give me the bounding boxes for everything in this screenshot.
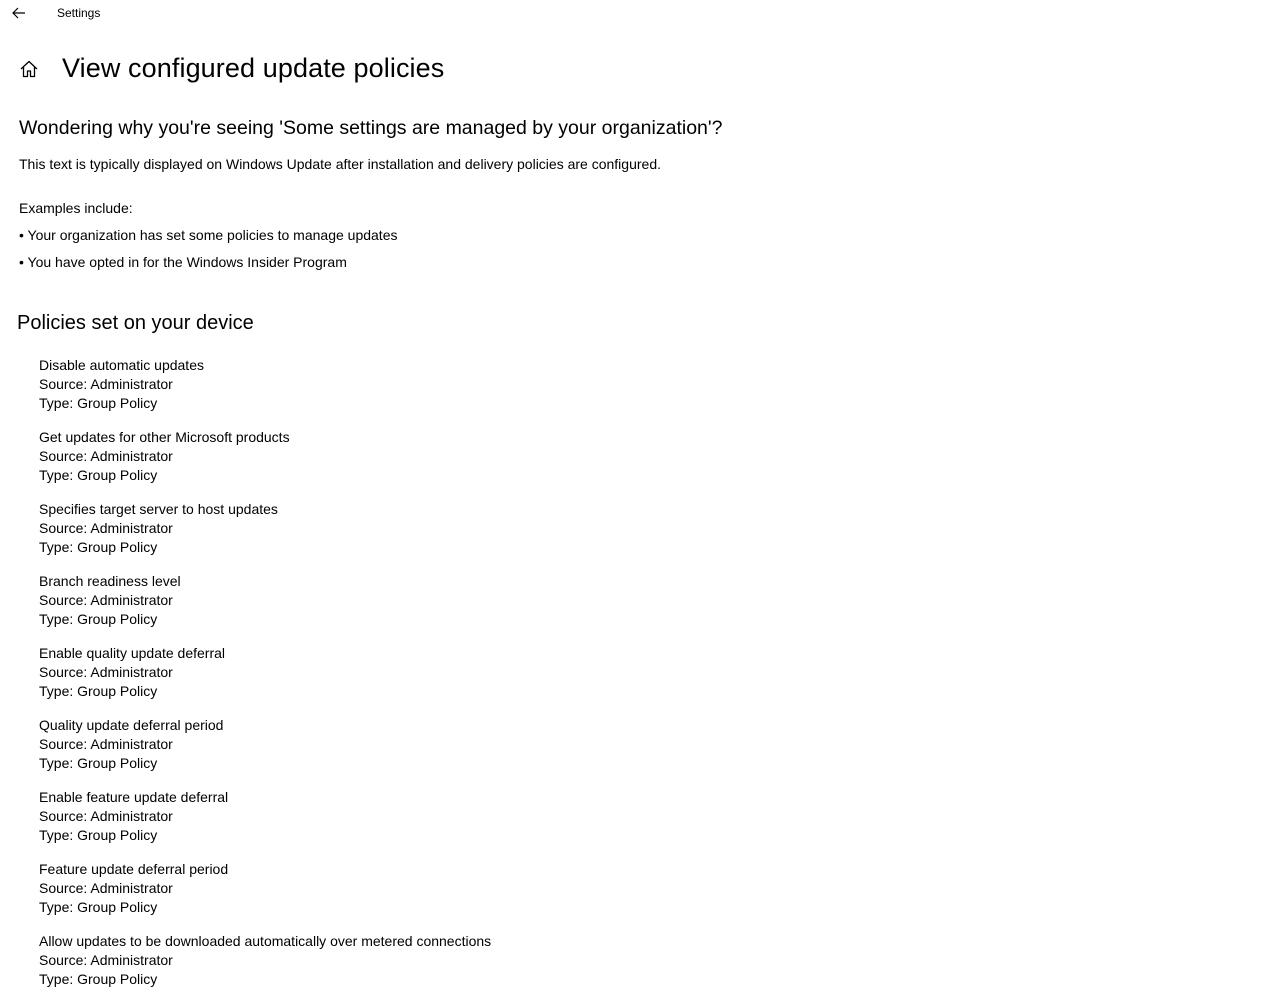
- policy-type: Type: Group Policy: [39, 899, 158, 915]
- home-button[interactable]: [17, 57, 41, 81]
- policy-source: Source: Administrator: [39, 664, 173, 680]
- back-arrow-icon: [12, 7, 26, 19]
- policy-item: [39, 428, 491, 500]
- policies-list: [39, 356, 491, 1004]
- back-button[interactable]: [8, 3, 30, 23]
- policy-source: Source: Administrator: [39, 592, 173, 608]
- title-bar: [0, 0, 1280, 26]
- policy-type: Type: Group Policy: [39, 827, 158, 843]
- policy-type: Type: Group Policy: [39, 395, 158, 411]
- policy-item: [39, 500, 491, 572]
- policy-item: [39, 644, 491, 716]
- policy-item: [39, 716, 491, 788]
- policies-section-title: Policies set on your device: [17, 312, 254, 334]
- policy-source: Source: Administrator: [39, 376, 173, 392]
- examples-label: Examples include:: [19, 200, 133, 216]
- policy-item: [39, 932, 491, 1004]
- policy-name: Specifies target server to host updates: [39, 501, 278, 517]
- policy-type: Type: Group Policy: [39, 971, 158, 987]
- policy-type: Type: Group Policy: [39, 539, 158, 555]
- example-item: • Your organization has set some policies to manage updates: [19, 227, 398, 243]
- policy-name: Feature update deferral period: [39, 861, 229, 877]
- policy-item: [39, 860, 491, 932]
- policy-item: [39, 356, 491, 428]
- policy-type: Type: Group Policy: [39, 683, 158, 699]
- policy-item: [39, 788, 491, 860]
- page-title: View configured update policies: [62, 53, 445, 83]
- policy-name: Branch readiness level: [39, 573, 181, 589]
- policy-source: Source: Administrator: [39, 520, 173, 536]
- policy-item: [39, 572, 491, 644]
- policy-name: Allow updates to be downloaded automatically over metered connections: [39, 933, 492, 949]
- policy-name: Quality update deferral period: [39, 717, 224, 733]
- app-title: Settings: [57, 6, 101, 20]
- policy-name: Get updates for other Microsoft products: [39, 429, 290, 445]
- policy-source: Source: Administrator: [39, 808, 173, 824]
- policy-source: Source: Administrator: [39, 952, 173, 968]
- policy-source: Source: Administrator: [39, 880, 173, 896]
- policy-source: Source: Administrator: [39, 736, 173, 752]
- examples-list: [19, 226, 397, 280]
- policy-type: Type: Group Policy: [39, 755, 158, 771]
- description-text: This text is typically displayed on Windows Update after installation and delivery policies are configured.: [19, 156, 661, 172]
- example-item: • You have opted in for the Windows Insider Program: [19, 254, 347, 270]
- policy-type: Type: Group Policy: [39, 611, 158, 627]
- policy-source: Source: Administrator: [39, 448, 173, 464]
- policy-name: Enable feature update deferral: [39, 789, 229, 805]
- policy-name: Enable quality update deferral: [39, 645, 226, 661]
- policy-type: Type: Group Policy: [39, 467, 158, 483]
- managed-settings-question: Wondering why you're seeing 'Some settings are managed by your organization'?: [19, 117, 723, 139]
- policy-name: Disable automatic updates: [39, 357, 204, 373]
- home-icon: [19, 59, 39, 79]
